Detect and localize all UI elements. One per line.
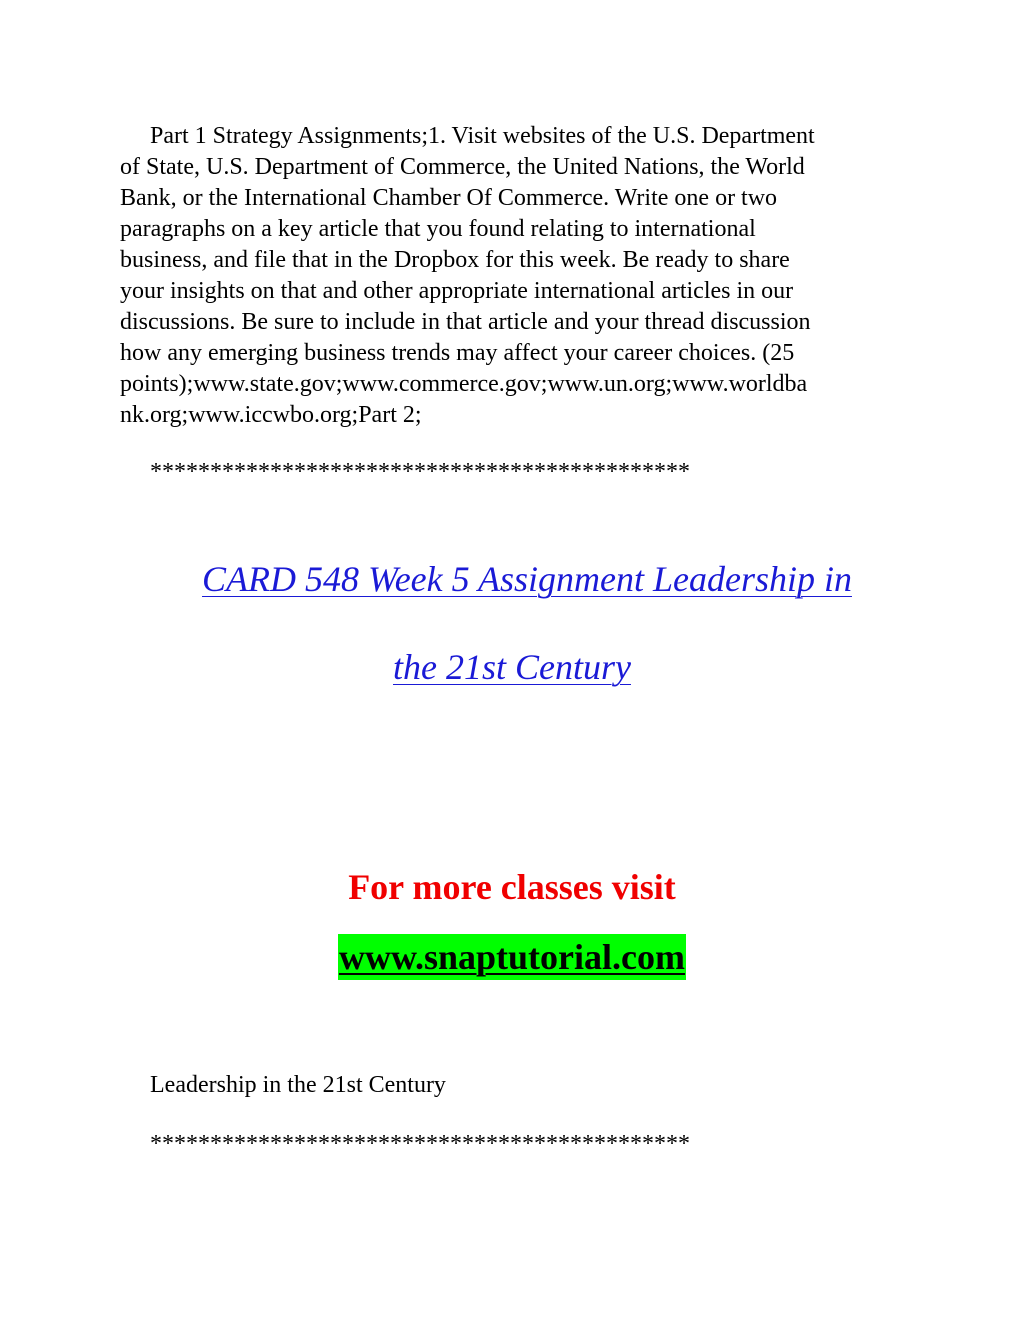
intro-line: discussions. Be sure to include in that article and your thread discussion [120, 309, 811, 335]
intro-line: Bank, or the International Chamber Of Commerce. Write one or two [120, 185, 778, 211]
separator-bottom: ********************************************* [150, 1131, 690, 1157]
intro-line: business, and file that in the Dropbox for this week. Be ready to share [120, 247, 790, 273]
section-subtitle: Leadership in the 21st Century [150, 1072, 446, 1098]
promo-website-link[interactable]: www.snaptutorial.com [338, 934, 686, 980]
intro-line: Part 1 Strategy Assignments;1. Visit websites of the U.S. Department [150, 123, 815, 149]
promo-link-container [0, 934, 1024, 980]
intro-line: points);www.state.gov;www.commerce.gov;www.un.org;www.worldba [120, 371, 808, 397]
intro-line: paragraphs on a key article that you found relating to international [120, 216, 756, 242]
title-link-line-2[interactable]: the 21st Century [393, 647, 631, 687]
separator-top: ********************************************* [150, 459, 690, 485]
title-link-line-1[interactable]: CARD 548 Week 5 Assignment Leadership in [202, 559, 852, 599]
intro-line: how any emerging business trends may affect your career choices. (25 [120, 340, 795, 366]
intro-line: your insights on that and other appropriate international articles in our [120, 278, 794, 304]
intro-paragraph [120, 121, 910, 431]
promo-heading: For more classes visit [348, 867, 676, 907]
intro-line: nk.org;www.iccwbo.org;Part 2; [120, 402, 422, 428]
intro-line: of State, U.S. Department of Commerce, the United Nations, the World [120, 154, 805, 180]
